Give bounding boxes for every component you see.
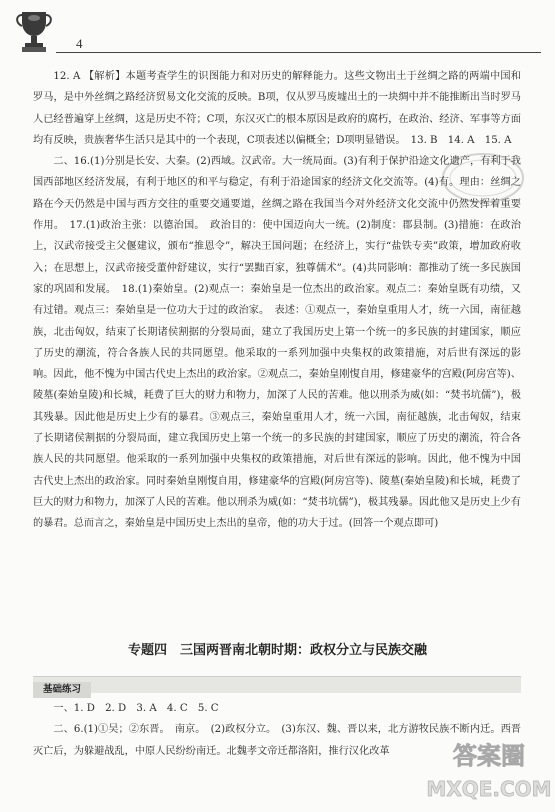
trophy-icon [14, 6, 54, 56]
watermark-big-text: 答案圈 [453, 742, 525, 770]
answer-content [33, 66, 521, 535]
page-number: 4 [76, 36, 83, 51]
practice-q6-line: 二、6.(1)①吴；②东晋。 南京。 (2)政权分立。 (3)东汉、魏、晋以来，北方游牧民族不断内迁。西晋灭亡后，为躲避战乱，中原人民纷纷南迁。北魏孝文帝迁都洛阳，推行汉化改革 [33, 724, 521, 757]
watermark-url-text: MXQE.COM [426, 777, 552, 801]
header-divider [56, 52, 541, 53]
site-watermark-logo [426, 736, 552, 806]
practice-answers-line: 一、1. D 2. D 3. A 4. C 5. C [53, 703, 219, 714]
practice-tag-label: 基础练习 [33, 682, 91, 698]
paragraph-q12: 12. A 【解析】本题考查学生的识图能力和对历史的解释能力。这些文物出土于丝绸之路的两端中国和罗马，是中外丝绸之路经济贸易文化交流的反映。B项，仅从罗马废墟出土的一块绸中并不能推断出当时罗马人已经普遍穿上丝绸，这是历史不符；C项，东汉灭亡的根本原因是政府的腐朽，在政治、经济、军事等方面均有反映，贵族奢华生活只是其中的一个表现，C项表述以偏概全；D项明显错误。 13. B 14. A 15. A [33, 71, 521, 146]
paragraph-q16-18: 二、16.(1)分别是长安、大秦。(2)西域。汉武帝。大一统局面。(3)有利于保护沿途文化遗产，有利于我国西部地区经济发展，有利于地区的和平与稳定，有利于沿途国家的经济文化交流等。(4)有。理由：丝绸之路在今天仍然是中国与西方交往的重要交通要道，丝绸之路在我国当今对外经济文化交流中仍然发挥着重要作用。 17.(1)政治主张：以德治国。 政治目的：使中国迈向大一统。(2)制度：郡县制。(3)措施：在政治上，汉武帝接受主父偃建议，颁布“推恩令”，解决王国问题；在经济上，实行“盐铁专卖”政策，增加政府收入；在思想上，汉武帝接受董仲舒建议，实行“罢黜百家，独尊儒术”。(4)共同影响：都推动了统一多民族国家的巩固和发展。 18.(1)秦始皇。(2)观点一：秦始皇是一位杰出的政治家。观点二：秦始皇既有功绩，又有过错。观点三：秦始皇是一位功大于过的政治家。 表述：①观点一，秦始皇重用人才，统一六国，南征越族，北击匈奴，结束了长期诸侯割据的分裂局面，建立了我国历史上第一个统一的多民族的封建国家，顺应了历史的潮流，符合各族人民的共同愿望。他采取的一系列加强中央集权的政策措施，对后世有深远的影响。因此，他不愧为中国古代史上杰出的政治家。②观点二，秦始皇刚愎自用，修建豪华的宫殿(阿房宫等)、陵墓(秦始皇陵)和长城，耗费了巨大的财力和物力，加深了人民的苦难。他以刑杀为威(如：“焚书坑儒”)，极其残暴。因此他是历史上少有的暴君。③观点三，秦始皇重用人才，统一六国，南征越族，北击匈奴，结束了长期诸侯割据的分裂局面，建立我国历史上第一个统一的多民族的封建国家，顺应了历史的潮流，符合各族人民的共同愿望。他采取的一系列加强中央集权的政策措施，对后世有深远的影响。因此，他不愧为中国古代史上杰出的政治家。同时秦始皇刚愎自用，修建豪华的宫殿(阿房宫等)、陵墓(秦始皇陵)和长城，耗费了巨大的财力和物力，加深了人民的苦难。他以刑杀为威(如：“焚书坑儒”)，极其残暴。因此他又是历史上少有的暴君。总而言之，秦始皇是中国历史上杰出的皇帝，他的功大于过。(回答一个观点即可) [33, 156, 521, 530]
section-title: 专题四 三国两晋南北朝时期：政权分立与民族交融 [127, 643, 427, 658]
practice-tag [33, 676, 521, 693]
page-header [0, 0, 555, 62]
